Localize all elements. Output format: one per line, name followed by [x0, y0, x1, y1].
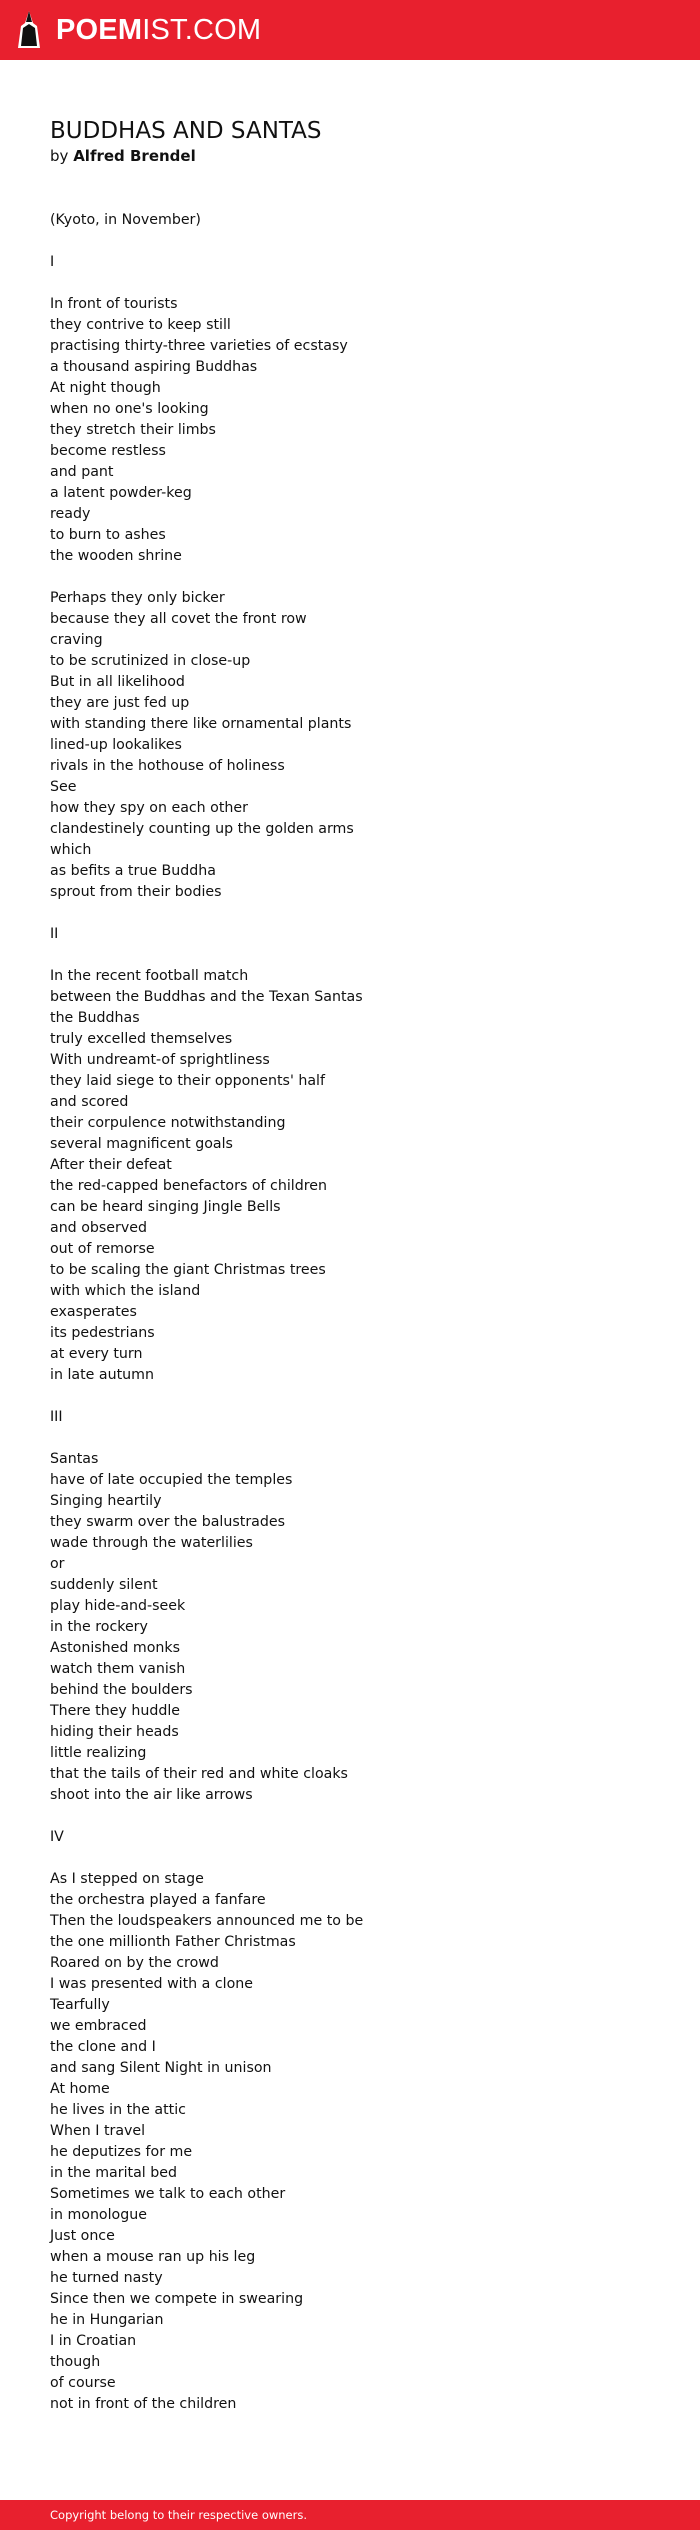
copyright-notice: Copyright belong to their respective owners.	[50, 2508, 308, 2522]
poem-line: With undreamt-of sprightliness	[50, 1052, 270, 1068]
poem-line: the clone and I	[50, 2039, 156, 2055]
poem-line: play hide-and-seek	[50, 1598, 186, 1614]
poem-line: to be scrutinized in close-up	[50, 653, 251, 669]
poem-line: he deputizes for me	[50, 2144, 193, 2160]
poem-line: Tearfully	[50, 1997, 110, 2013]
poem-line: out of remorse	[50, 1241, 155, 1257]
poem-line: to burn to ashes	[50, 527, 166, 543]
poem-line: they laid siege to their opponents' half	[50, 1073, 325, 1089]
stanza-break	[50, 273, 670, 294]
poem-line: in monologue	[50, 2207, 147, 2223]
poem-line: II	[50, 926, 59, 942]
poem-line: As I stepped on stage	[50, 1871, 204, 1887]
poem-line: practising thirty-three varieties of ecstasy	[50, 338, 348, 354]
poem-line: its pedestrians	[50, 1325, 155, 1341]
poem-line: have of late occupied the temples	[50, 1472, 293, 1488]
poem-line: Sometimes we talk to each other	[50, 2186, 286, 2202]
poem-line: When I travel	[50, 2123, 146, 2139]
poem-line: clandestinely counting up the golden arms	[50, 821, 354, 837]
poem-line: I was presented with a clone	[50, 1976, 254, 1992]
poem-line: rivals in the hothouse of holiness	[50, 758, 285, 774]
stanza-break	[50, 567, 670, 588]
poem-line: and observed	[50, 1220, 147, 1236]
poem-line: or	[50, 1556, 65, 1572]
poem-line: suddenly silent	[50, 1577, 158, 1593]
poem-line: in the rockery	[50, 1619, 148, 1635]
poem-line: become restless	[50, 443, 166, 459]
poem-line: shoot into the air like arrows	[50, 1787, 253, 1803]
poem-line: when no one's looking	[50, 401, 209, 417]
stanza-break	[50, 1386, 670, 1407]
poem-line: See	[50, 779, 77, 795]
poem-line: not in front of the children	[50, 2396, 237, 2412]
poem-line: craving	[50, 632, 103, 648]
poem-line: with standing there like ornamental plants	[50, 716, 352, 732]
poem-line: we embraced	[50, 2018, 147, 2034]
poem-content	[50, 116, 670, 2415]
poem-line: little realizing	[50, 1745, 147, 1761]
stanza-break	[50, 1428, 670, 1449]
poem-line: though	[50, 2354, 101, 2370]
poem-line: he turned nasty	[50, 2270, 163, 2286]
site-logo[interactable]	[16, 10, 261, 50]
poem-line: I in Croatian	[50, 2333, 137, 2349]
poem-line: IV	[50, 1829, 64, 1845]
poem-line: and pant	[50, 464, 114, 480]
poem-line: At home	[50, 2081, 110, 2097]
poem-line: behind the boulders	[50, 1682, 193, 1698]
poem-line: and scored	[50, 1094, 129, 1110]
poem-line: Astonished monks	[50, 1640, 181, 1656]
poem-line: as befits a true Buddha	[50, 863, 216, 879]
poem-line: they stretch their limbs	[50, 422, 216, 438]
stanza-break	[50, 231, 670, 252]
poem-line: the orchestra played a fanfare	[50, 1892, 266, 1908]
site-header	[0, 0, 700, 60]
pen-nib-icon	[16, 10, 42, 50]
poem-line: Then the loudspeakers announced me to be	[50, 1913, 364, 1929]
poem-line: because they all covet the front row	[50, 611, 307, 627]
site-footer	[0, 2500, 700, 2530]
poem-line: wade through the waterlilies	[50, 1535, 253, 1551]
poem-line: exasperates	[50, 1304, 137, 1320]
poem-line: ready	[50, 506, 91, 522]
byline-prefix: by	[50, 147, 69, 165]
poem-line: At night though	[50, 380, 161, 396]
poem-line: There they huddle	[50, 1703, 181, 1719]
poem-line: the one millionth Father Christmas	[50, 1934, 296, 1950]
poem-line: with which the island	[50, 1283, 201, 1299]
poem-byline	[50, 146, 670, 166]
poem-line: After their defeat	[50, 1157, 172, 1173]
poem-line: sprout from their bodies	[50, 884, 222, 900]
poem-line: they swarm over the balustrades	[50, 1514, 285, 1530]
poem-line: hiding their heads	[50, 1724, 179, 1740]
poem-line: truly excelled themselves	[50, 1031, 233, 1047]
poem-line: which	[50, 842, 92, 858]
poem-line: In the recent football match	[50, 968, 249, 984]
poem-line: Roared on by the crowd	[50, 1955, 219, 1971]
poem-line: Just once	[50, 2228, 115, 2244]
poem-line: III	[50, 1409, 63, 1425]
poem-line: when a mouse ran up his leg	[50, 2249, 256, 2265]
poem-line: can be heard singing Jingle Bells	[50, 1199, 281, 1215]
poem-line: their corpulence notwithstanding	[50, 1115, 286, 1131]
poem-line: and sang Silent Night in unison	[50, 2060, 272, 2076]
poem-line: a thousand aspiring Buddhas	[50, 359, 258, 375]
poem-line: that the tails of their red and white cloaks	[50, 1766, 348, 1782]
poem-line: they are just fed up	[50, 695, 190, 711]
stanza-break	[50, 1848, 670, 1869]
poem-line: Singing heartily	[50, 1493, 162, 1509]
poem-line: watch them vanish	[50, 1661, 186, 1677]
poem-line: a latent powder-keg	[50, 485, 192, 501]
poem-line: (Kyoto, in November)	[50, 212, 201, 228]
poem-line: he lives in the attic	[50, 2102, 186, 2118]
logo-wordmark	[56, 10, 261, 50]
poem-line: several magnificent goals	[50, 1136, 233, 1152]
poem-line: In front of tourists	[50, 296, 178, 312]
poem-line: Since then we compete in swearing	[50, 2291, 304, 2307]
poem-line: between the Buddhas and the Texan Santas	[50, 989, 363, 1005]
author-name[interactable]: Alfred Brendel	[73, 147, 196, 165]
poem-line: in late autumn	[50, 1367, 154, 1383]
logo-wordmark-bold: POEM	[56, 14, 143, 46]
poem-line: of course	[50, 2375, 116, 2391]
poem-line: I	[50, 254, 55, 270]
poem-line: Perhaps they only bicker	[50, 590, 225, 606]
poem-line: But in all likelihood	[50, 674, 185, 690]
logo-wordmark-light: IST.COM	[142, 14, 262, 46]
poem-line: the Buddhas	[50, 1010, 140, 1026]
poem-line: the red-capped benefactors of children	[50, 1178, 327, 1194]
poem-line: the wooden shrine	[50, 548, 182, 564]
stanza-break	[50, 1806, 670, 1827]
poem-line: he in Hungarian	[50, 2312, 164, 2328]
stanza-break	[50, 945, 670, 966]
poem-line: Santas	[50, 1451, 99, 1467]
poem-line: they contrive to keep still	[50, 317, 231, 333]
poem-line: at every turn	[50, 1346, 143, 1362]
poem-body	[50, 210, 670, 2415]
poem-line: how they spy on each other	[50, 800, 248, 816]
poem-title: BUDDHAS AND SANTAS	[50, 118, 322, 144]
poem-line: to be scaling the giant Christmas trees	[50, 1262, 326, 1278]
stanza-break	[50, 903, 670, 924]
poem-line: lined-up lookalikes	[50, 737, 182, 753]
poem-line: in the marital bed	[50, 2165, 177, 2181]
